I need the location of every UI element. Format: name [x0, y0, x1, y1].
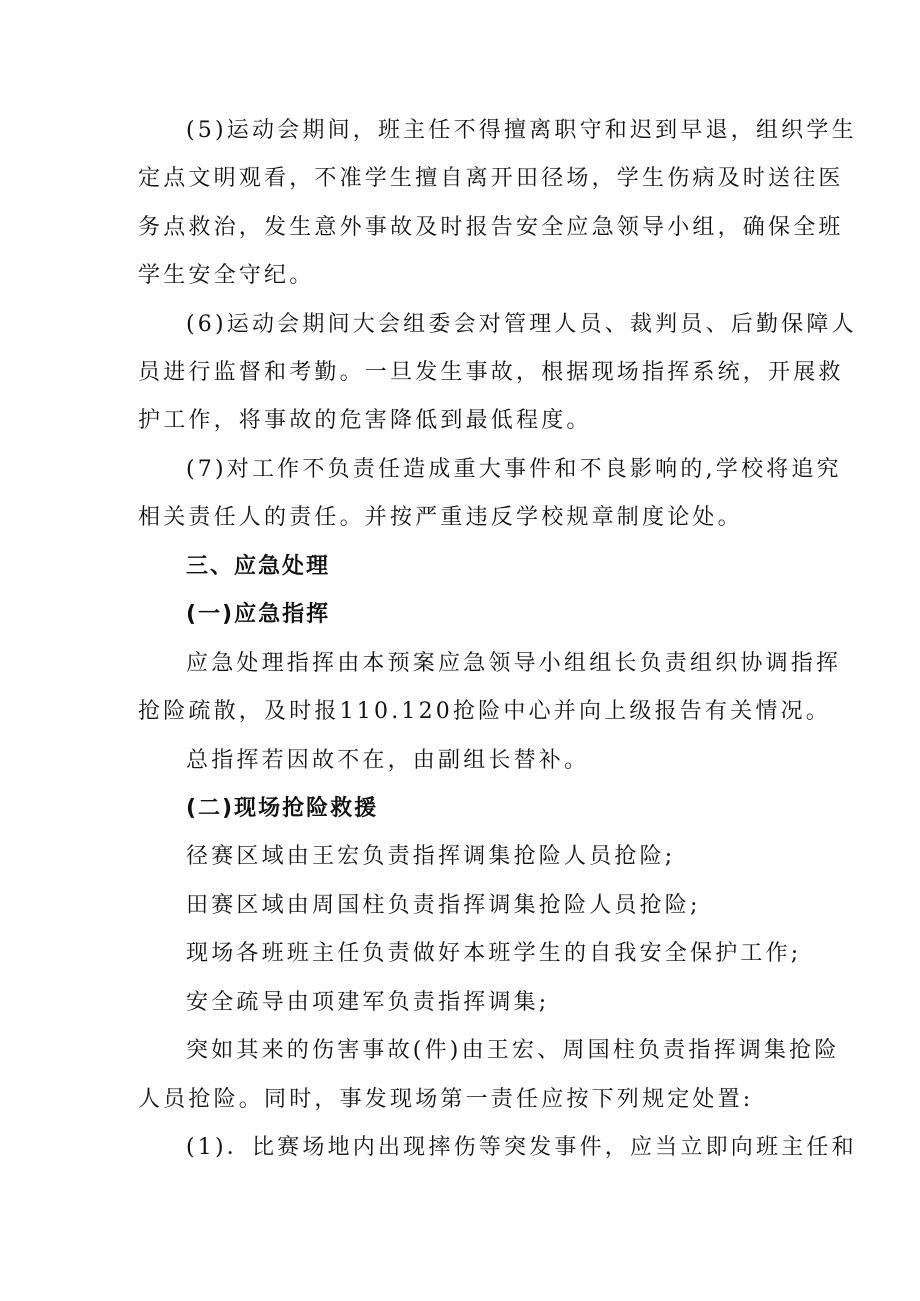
paragraph-5-line-4: 学生安全守纪。: [138, 263, 315, 288]
paragraph-5-line-1: (5)运动会期间，班主任不得擅离职守和迟到早退，组织学生: [186, 118, 857, 143]
deputy-replacement-line: 总指挥若因故不在，由副组长替补。: [186, 748, 590, 773]
paragraph-7-line-2: 相关责任人的责任。并按严重违反学校规章制度论处。: [138, 505, 743, 530]
command-paragraph-line-1: 应急处理指挥由本预案应急领导小组组长负责组织协调指挥: [186, 651, 842, 676]
safety-guidance-line: 安全疏导由项建军负责指挥调集;: [186, 990, 550, 1015]
sudden-incident-line-2: 人员抢险。同时，事发现场第一责任应按下列规定处置:: [138, 1087, 754, 1112]
track-area-line: 径赛区域由王宏负责指挥调集抢险人员抢险;: [186, 844, 676, 869]
field-area-line: 田赛区域由周国柱负责指挥调集抢险人员抢险;: [186, 893, 701, 918]
subsection-heading-rescue: (二)现场抢险救援: [186, 796, 379, 821]
paragraph-7-line-1: (7)对工作不负责任造成重大事件和不良影响的,学校将追究: [186, 457, 842, 482]
paragraph-5-line-3: 务点救治，发生意外事故及时报告安全应急领导小组，确保全班: [138, 215, 844, 240]
section-heading-emergency-handling: 三、应急处理: [186, 554, 331, 579]
sudden-incident-line-1: 突如其来的伤害事故(件)由王宏、周国柱负责指挥调集抢险: [186, 1038, 840, 1063]
item-1-line-1: (1)．比赛场地内出现摔伤等突发事件，应当立即向班主任和: [186, 1135, 857, 1160]
class-teachers-line: 现场各班班主任负责做好本班学生的自我安全保护工作;: [186, 941, 802, 966]
paragraph-6-line-3: 护工作，将事故的危害降低到最低程度。: [138, 408, 592, 433]
paragraph-6-line-1: (6)运动会期间大会组委会对管理人员、裁判员、后勤保障人: [186, 312, 857, 337]
command-paragraph-line-2: 抢险疏散，及时报110.120抢险中心并向上级报告有关情况。: [138, 699, 831, 724]
subsection-heading-emergency-command: (一)应急指挥: [186, 602, 331, 627]
paragraph-5-line-2: 定点文明观看，不准学生擅自离开田径场，学生伤病及时送往医: [138, 166, 844, 191]
paragraph-6-line-2: 员进行监督和考勤。一旦发生事故，根据现场指挥系统，开展救: [138, 360, 844, 385]
